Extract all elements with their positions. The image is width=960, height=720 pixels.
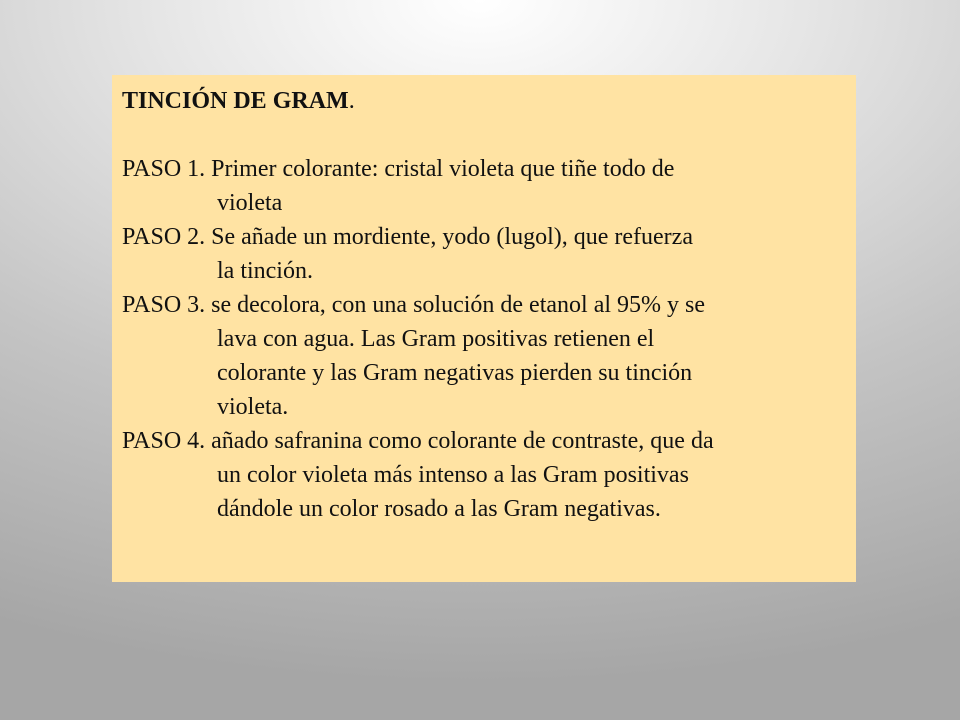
step-2 [122, 220, 846, 288]
step-3 [122, 288, 846, 424]
slide-title-period: . [348, 88, 355, 114]
step-4-line-2: un color violeta más intenso a las Gram positivas [217, 462, 689, 488]
step-4-line-1: PASO 4. añado safranina como colorante de contraste, que da [122, 428, 714, 454]
step-1-line-1: PASO 1. Primer colorante: cristal violeta que tiñe todo de [122, 156, 675, 182]
step-1 [122, 152, 846, 220]
slide-title [122, 84, 846, 118]
step-2-line-2: la tinción. [217, 258, 313, 284]
step-3-line-3: colorante y las Gram negativas pierden su tinción [217, 360, 693, 386]
step-3-line-1: PASO 3. se decolora, con una solución de etanol al 95% y se [122, 292, 705, 318]
step-2-line-1: PASO 2. Se añade un mordiente, yodo (lugol), que refuerza [122, 224, 693, 250]
content-text-box [112, 75, 856, 582]
blank-line [122, 118, 846, 152]
step-3-line-4: violeta. [217, 394, 289, 420]
step-3-line-2: lava con agua. Las Gram positivas retienen el [217, 326, 655, 352]
step-4 [122, 424, 846, 526]
slide-title-bold: TINCIÓN DE GRAM [122, 88, 349, 114]
step-4-line-3: dándole un color rosado a las Gram negativas. [217, 496, 661, 522]
step-1-line-2: violeta [217, 190, 283, 216]
